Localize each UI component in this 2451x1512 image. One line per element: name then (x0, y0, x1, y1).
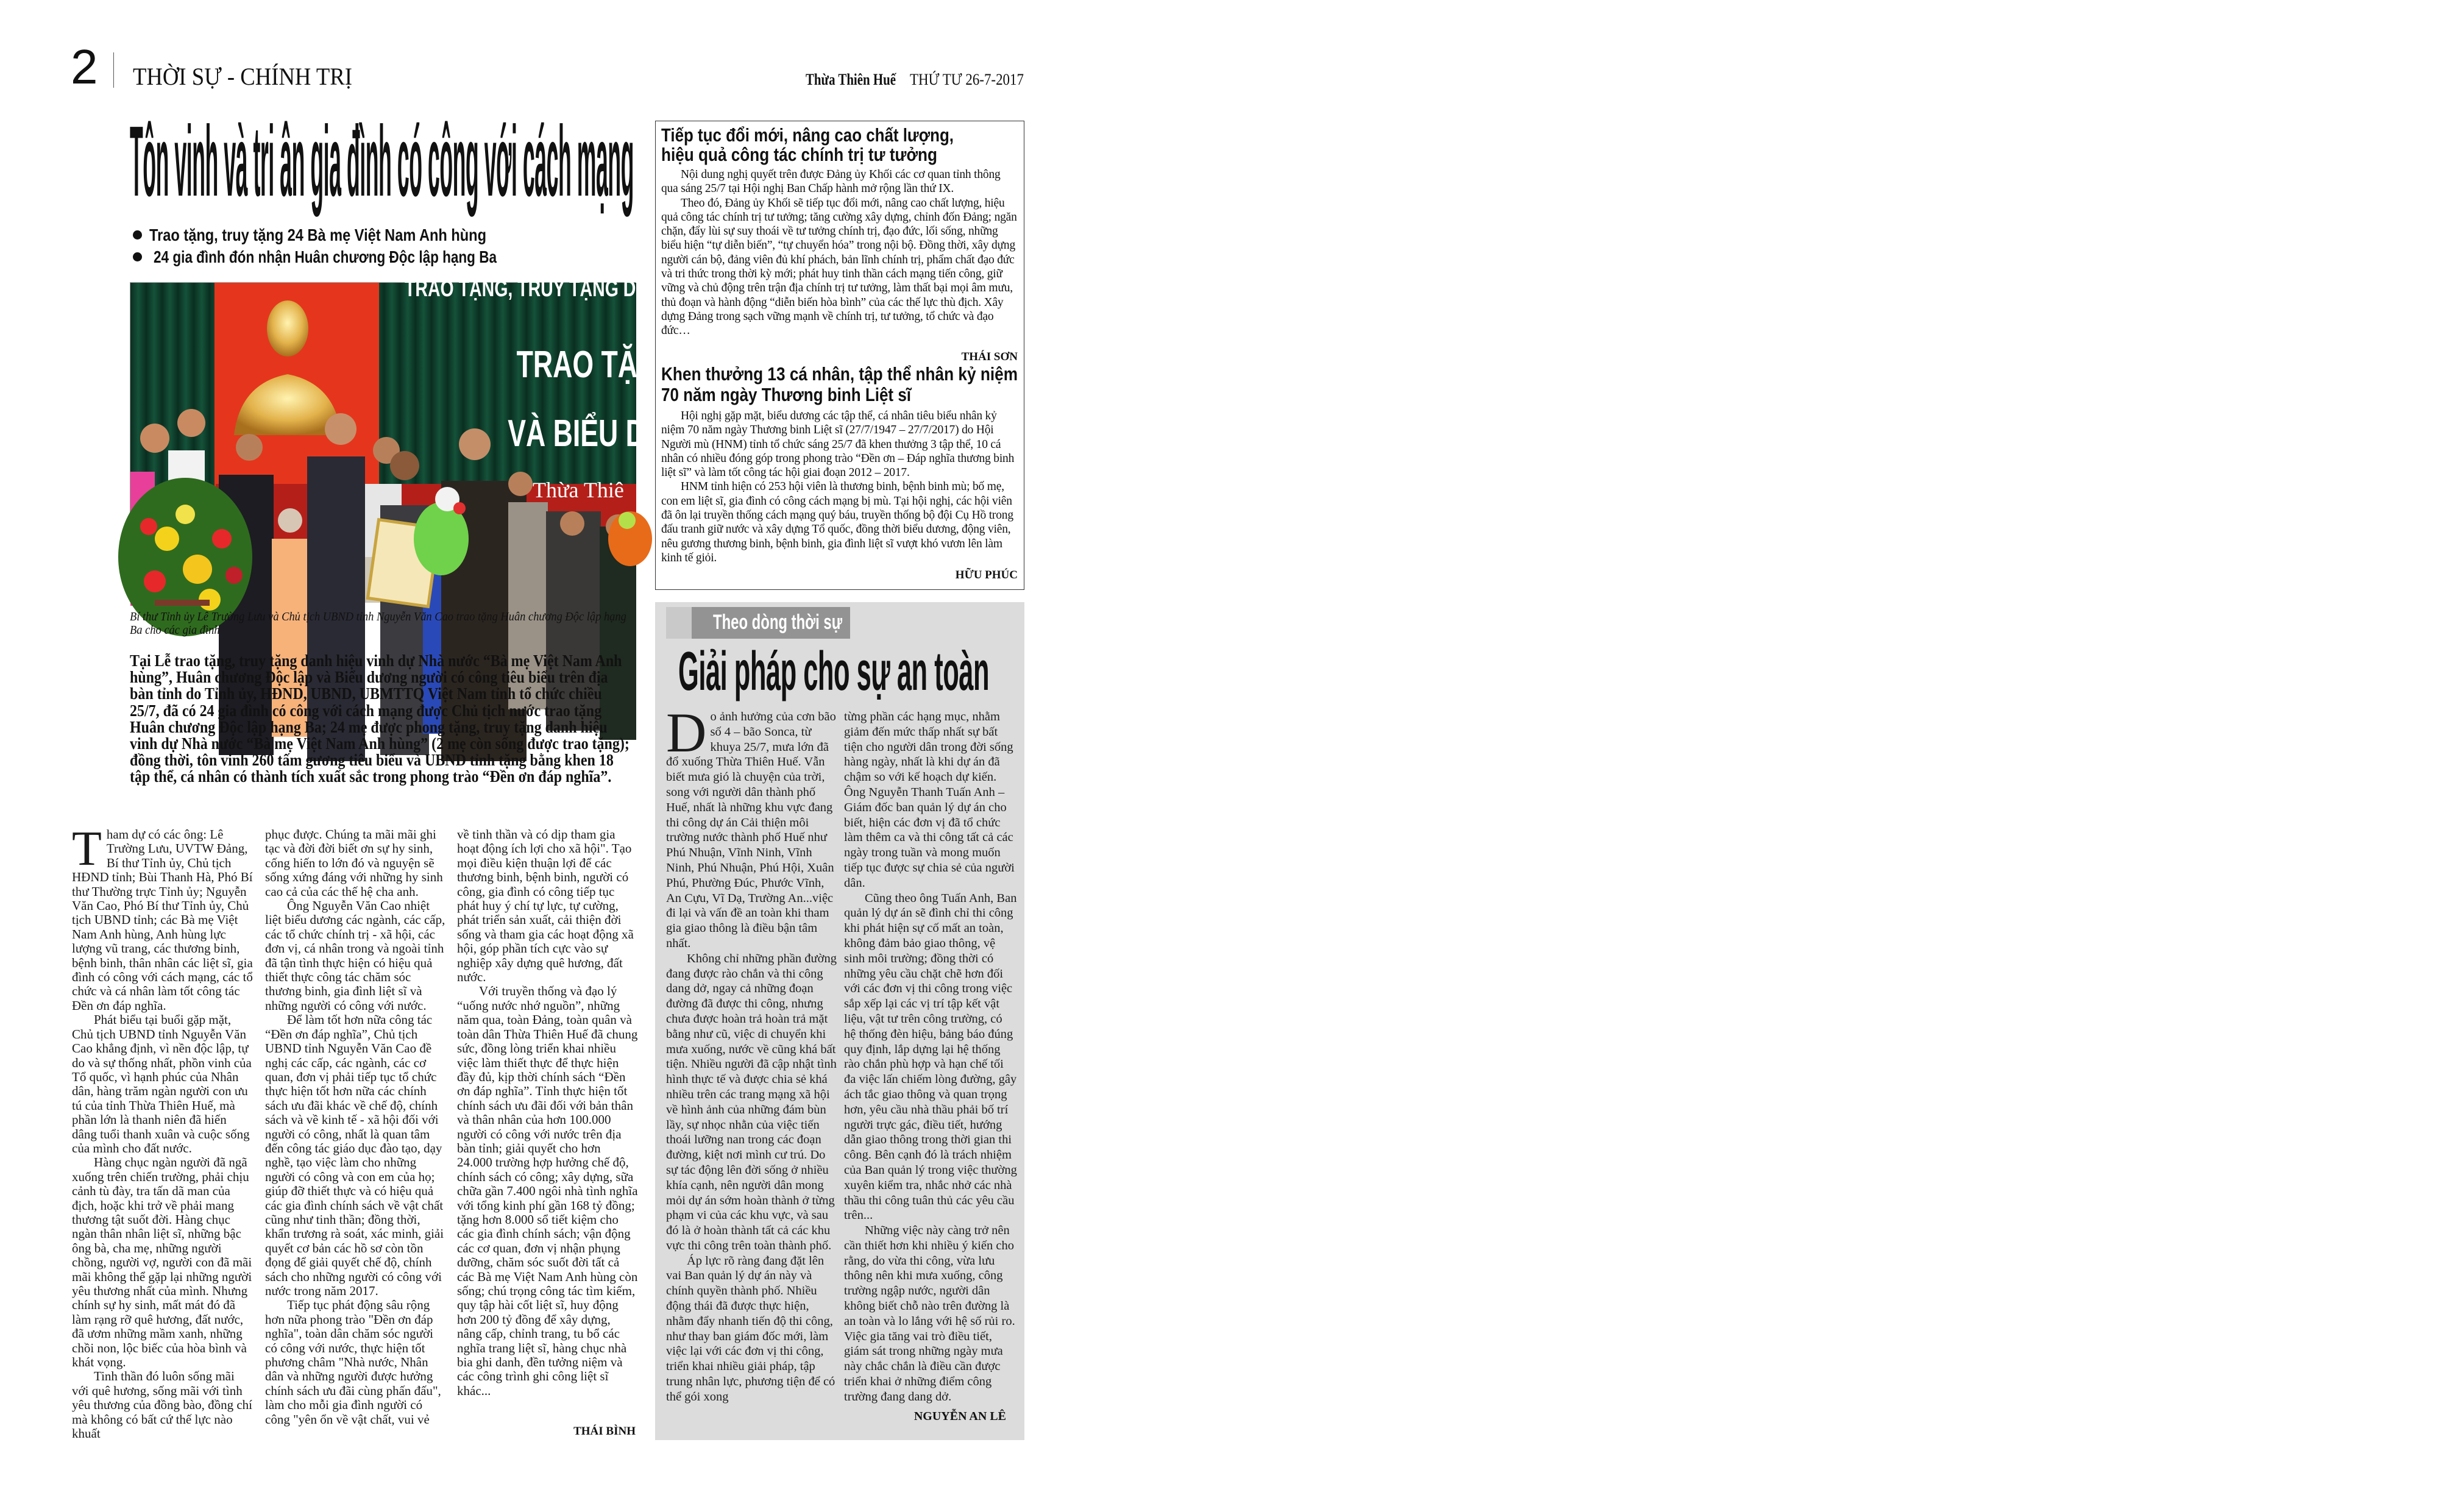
brief-1-byline: THÁI SƠN (961, 350, 1018, 363)
bust-head (267, 300, 308, 357)
bullet-dot-icon (133, 230, 142, 240)
header-divider (113, 52, 114, 88)
issue-date-text: THỨ TƯ 26-7-2017 (910, 71, 1024, 88)
drop-cap: D (666, 701, 707, 764)
brief-1-headline-2 (661, 144, 988, 165)
subhead-text: 24 gia đình đón nhận Huân chương Độc lập hạng Ba (154, 247, 497, 266)
paragraph: phục được. Chúng ta mãi mãi ghi tạc và đời đời biết ơn sự hy sinh, cống hiến to lớn đó và nguyện sẽ sống xứng đáng với những hy sinh cao cả của các thế hệ cha anh. (265, 827, 443, 899)
photo-caption: Bí thư Tỉnh ủy Lê Trường Lưu và Chủ tịch UBND tỉnh Nguyễn Văn Cao trao tặng Huân chương Độc lập hạng Ba cho các gia đình (130, 610, 626, 637)
flower-arrangement-right (608, 511, 652, 566)
commentary-column-1 (666, 701, 839, 1405)
main-article-byline: THÁI BÌNH (573, 1425, 636, 1438)
paragraph: ham dự có các ông: Lê Trường Lưu, UVTW Đảng, Bí thư Tỉnh ủy, Chủ tịch HĐND tỉnh; Bùi Thanh Hà, Phó Bí thư Thường trực Tỉnh ủy; Nguyễn Văn Cao, Phó Bí thư Tỉnh ủy, Chủ tịch UBND tỉnh; các Bà mẹ Việt Nam Anh hùng, Anh hùng lực lượng vũ trang, các thương binh, bệnh binh, thân nhân các liệt sĩ, gia đình có công với cách mạng, các tổ chức và cá nhân làm tốt công tác Đền ơn đáp nghĩa. (72, 827, 253, 1013)
paragraph: o ảnh hưởng của cơn bão số 4 – bão Sonca, từ khuya 25/7, mưa lớn đã đổ xuống Thừa Thiên Huế. Vẫn biết mưa gió là chuyện của trời, song với người dân thành phố Huế, nhất là những khu vực đang thi công dự án Cải thiện môi trường nước thành phố Huế như Phú Nhuận, Vĩnh Ninh, Vĩnh Ninh, Phú Nhuận, Phú Hội, Xuân Phú, Phường Đúc, Phước Vĩnh, An Cựu, Vĩ Dạ, Trường An...việc đi lại và vấn đề an toàn khi tham gia giao thông là điều bận tâm nhất. (666, 710, 836, 950)
brief-2-body (661, 409, 1020, 565)
commentary-headline (678, 640, 1322, 703)
drop-cap: T (72, 822, 102, 876)
brief-1-body (661, 168, 1020, 338)
commentary-byline: NGUYỄN AN LÊ (913, 1410, 1006, 1423)
banner-text: TRAO TẶNG H (516, 343, 706, 386)
subhead-text: Trao tặng, truy tặng 24 Bà mẹ Việt Nam Anh hùng (149, 225, 486, 244)
subhead-bullet-2 (154, 247, 580, 267)
paragraph: Theo đó, Đảng ủy Khối sẽ tiếp tục đổi mới, nâng cao chất lượng, hiệu quả công tác chính trị tư tưởng; tăng cường xây dựng, chỉnh đốn Đảng; ngăn chặn, đẩy lùi sự suy thoái về tư tưởng chính trị, đạo đức, lối sống, những biểu hiện “tự diễn biến”, “tự chuyển hóa” trong nội bộ. Đồng thời, xây dựng người cán bộ, đảng viên đủ khí phách, bản lĩnh chính trị, phẩm chất đạo đức và tri thức trong thời kỳ mới; phát huy tinh thần cách mạng tiến công, giữ vững và chủ động trên trận địa chính trị tư tưởng, làm thất bại mọi âm mưu, thủ đoạn và hành động “diễn biến hòa bình” của các thế lực thù địch. Xây dựng Đảng trong sạch vững mạnh về chính trị, tư tưởng, tổ chức và đạo đức… (661, 196, 1017, 338)
banner-text: Thừa Thiê (533, 478, 624, 502)
section-title (133, 63, 372, 90)
paragraph: Phát biểu tại buổi gặp mặt, Chủ tịch UBND tỉnh Nguyễn Văn Cao khẳng định, vì nền độc lập, tự do và sự thống nhất, phồn vinh của Tổ quốc, vì hạnh phúc của Nhân dân, hàng trăm ngàn người con ưu tú của tỉnh Thừa Thiên Huế, mà phần lớn là thanh niên đã hiến dâng tuổi thanh xuân và cuộc sống của mình cho đất nước. (72, 1012, 252, 1155)
paragraph: Nội dung nghị quyết trên được Đảng ủy Khối các cơ quan tỉnh thông qua sáng 25/7 tại Hội nghị Ban Chấp hành mở rộng lần thứ IX. (661, 168, 1001, 196)
paragraph: Tiếp tục phát động sâu rộng hơn nữa phong trào "Đền ơn đáp nghĩa", toàn dân chăm sóc người có công với nước, thực hiện tốt phương châm "Nhà nước, Nhân dân và những người được hưởng chính sách ưu đãi cùng phấn đấu", làm cho mỗi gia đình người có công "yên ổn về vật chất, vui vẻ (265, 1297, 441, 1427)
paragraph: Những việc này càng trở nên cần thiết hơn khi nhiều ý kiến cho rằng, do vừa thi công, vừa lưu thông nên khi mưa xuống, công trường ngập nước, người dân không biết chỗ nào trên đường là an toàn và lo lắng với hệ số rủi ro. Việc gia tăng vai trò điều tiết, giám sát trong những ngày mưa này chắc chắn là điều cần được triển khai ở những điểm công trường đang dang dở. (844, 1224, 1015, 1404)
main-article-column-2 (265, 828, 446, 1427)
paragraph: Không chỉ những phần đường đang được rào chắn và thi công dang dở, ngay cả những đoạn đường đã được thi công, nhưng chưa được hoàn trả hoàn trả mặt bằng như cũ, việc di chuyển khi mưa xuống, nước về cũng khá bất tiện. Nhiều người đã cập nhật tình hình thực tế và được chia sẻ khá nhiều trên các trang mạng xã hội về hình ảnh của những đám bùn lầy, sự nhọc nhằn của việc tiến thoái lưỡng nan trong các đoạn đường, kiệt nơi mình cư trú. Do sự tác động lên đời sống ở nhiều khía cạnh, nên người dân mong mỏi dự án sớm hoàn thành ở từng phạm vi của các khu vực, và sau đó là ở hoàn thành tất cả các khu vực thi công trên toàn thành phố. (666, 951, 837, 1252)
paragraph: Ông Nguyễn Văn Cao nhiệt liệt biểu dương các ngành, các cấp, các tổ chức chính trị - xã hội, các đơn vị, cá nhân trong và ngoài tỉnh đã tận tình thực hiện có hiệu quả thiết thực công tác chăm sóc thương binh, gia đình liệt sĩ và những người có công với nước. (265, 898, 445, 1013)
banner-text: TRAO TẶNG, TRUY TẶNG DANH (405, 276, 674, 302)
lead-paragraph: Tại Lễ trao tặng, truy tặng danh hiệu vinh dự Nhà nước “Bà mẹ Việt Nam Anh hùng”, Huân chương Độc lập và Biểu dương người có công tiêu biểu trên địa bàn tỉnh do Tỉnh ủy, HĐND, UBND, UBMTTQ Việt Nam tỉnh tổ chức chiều 25/7, đã có 24 gia đình có công với cách mạng được Chủ tịch nước trao tặng Huân chương Độc lập hạng Ba; 24 mẹ được phong tặng, truy tặng danh hiệu vinh dự Nhà nước “Bà mẹ Việt Nam Anh hùng” (2 mẹ còn sống được trao tặng); đồng thời, tôn vinh 260 tấm gương tiêu biểu và UBND tỉnh tặng bằng khen 18 tập thể, cá nhân có thành tích xuất sắc trong phong trào “Đền ơn đáp nghĩa”. (130, 651, 630, 786)
banner-text: VÀ BIỂU DƯƠNG (508, 412, 732, 455)
ceremony-photo (130, 276, 732, 602)
subhead-bullet-1 (149, 225, 550, 245)
main-headline (130, 104, 2451, 219)
rubric-strip (666, 607, 693, 639)
commentary-column-2 (844, 709, 1017, 1405)
ceremony-photo-image (130, 276, 732, 603)
paragraph: từng phần các hạng mục, nhằm giảm đến mức thấp nhất sự bất tiện cho người dân trong đời sống hàng ngày, nhất là khi dự án đã chậm so với kế hoạch dự kiến. Ông Nguyễn Thanh Tuấn Anh – Giám đốc ban quản lý dự án cho biết, hiện các đơn vị đã tổ chức làm thêm ca và thi công tất cả các ngày trong tuần và mong muốn tiếp tục được sự chia sẻ của người dân. (844, 710, 1015, 890)
section-title-text: THỜI SỰ - CHÍNH TRỊ (133, 63, 352, 90)
paragraph: Hàng chục ngàn người đã ngã xuống trên chiến trường, phải chịu cảnh tù đày, tra tấn dã man của địch, hoặc khi trở về phải mang thương tật suốt đời. Hàng chục ngàn thân nhân liệt sĩ, những bậc ông bà, cha mẹ, những người chồng, người vợ, người con đã mãi mãi không thể gặp lại những người yêu thương nhất của mình. Nhưng chính sự hy sinh, mất mát đó đã làm rạng rỡ quê hương, đất nước, đã ươm những mầm xanh, những chồi non, lộc biếc của hòa bình và khát vọng. (72, 1155, 252, 1370)
paragraph: Hội nghị gặp mặt, biểu dương các tập thể, cá nhân tiêu biểu nhân kỷ niệm 70 năm ngày Thương binh Liệt sĩ (27/7/1947 – 27/7/2017) do Hội Người mù (HNM) tỉnh tổ chức sáng 25/7 đã khen thưởng 3 tập thể, 10 cá nhân có nhiều đóng góp trong phong trào “Đền ơn – Đáp nghĩa thương binh liệt sĩ” và làm tốt công tác hội giai đoạn 2012 – 2017. (661, 410, 1015, 480)
brief-2-byline: HỮU PHÚC (955, 569, 1018, 581)
news-brief-box (655, 121, 1024, 590)
commentary-panel (655, 602, 1024, 1440)
paragraph: Tinh thần đó luôn sống mãi với quê hương, sống mãi với tình yêu thương của đồng bào, đồng chí mà không có bất cứ thế lực nào khuất (72, 1369, 253, 1441)
rubric-label (713, 610, 897, 634)
headline-line: Tiếp tục đổi mới, nâng cao chất lượng, (661, 124, 954, 146)
paragraph: HNM tỉnh hiện có 253 hội viên là thương binh, bệnh binh mù; bố mẹ, con em liệt sĩ, gia đình có công cách mạng bị mù. Tại hội nghị, các hội viên đã ôn lại truyền thống cách mạng quý báu, truyền thống bộ đội Cụ Hồ trong đấu tranh giữ nước và xây dựng Tổ quốc, đồng thời biểu dương, động viên, nêu gương thương binh, bệnh binh, gia đình liệt sĩ vượt khó vươn lên làm kinh tế giỏi. (661, 480, 1013, 564)
brief-1-headline (661, 125, 1011, 145)
brief-2-headline (661, 364, 1083, 384)
commentary-headline-text: Giải pháp cho sự an toàn (678, 641, 989, 702)
paragraph: Áp lực rõ ràng đang đặt lên vai Ban quản lý dự án này và chính quyền thành phố. Nhiều động thái đã được thực hiện, nhằm đẩy nhanh tiến độ thi công, như thay ban giám đốc mới, làm việc lại với các đơn vị thi công, triển khai nhiều giải pháp, tập trung nhân lực, phương tiện để có thể gói xong (666, 1254, 835, 1404)
brief-2-headline-2 (661, 385, 959, 405)
main-headline-text: Tôn vinh và tri ân gia đình có công với cách mạng (130, 105, 634, 217)
paragraph: về tinh thần và có dịp tham gia hoạt động ích lợi cho xã hội". Tạo mọi điều kiện thuận lợi để các thương binh, bệnh binh, người có công, gia đình có công tiếp tục phát huy ý chí tự lực, tự cường, phát triển sản xuất, cải thiện đời sống và tham gia các hoạt động xã hội, góp phần tích cực vào sự nghiệp xây dựng quê hương, đất nước. (457, 827, 634, 985)
paragraph: Cũng theo ông Tuấn Anh, Ban quản lý dự án sẽ đình chỉ thi công khi phát hiện sự cố mất an toàn, không đảm bảo giao thông, vệ sinh môi trường; đồng thời có những yêu cầu chặt chẽ hơn đối với các đơn vị thi công trong việc sắp xếp lại các vị trí tập kết vật liệu, vật tư trên công trường, có hệ thống đèn hiệu, bảng báo đúng quy định, lắp dựng lại hệ thống rào chắn phù hợp và hạn chế tối đa việc lấn chiếm lòng đường, gây ách tắc giao thông và quan trọng hơn, yêu cầu nhà thầu phải bố trí người trực gác, điều tiết, hướng dẫn giao thông trong thời gian thi công. Bên cạnh đó là trách nhiệm của Ban quản lý trong việc thường xuyên kiểm tra, nhắc nhở các nhà thầu thi công tuân thủ các yêu cầu trên... (844, 891, 1017, 1223)
headline-line: hiệu quả công tác chính trị tư tưởng (661, 144, 937, 165)
headline-line: Khen thưởng 13 cá nhân, tập thể nhân kỷ niệm (661, 363, 1018, 385)
paragraph: Với truyền thống và đạo lý “uống nước nhớ nguồn”, những năm qua, toàn Đảng, toàn quân và toàn dân Thừa Thiên Huế đã chung sức, đồng lòng triển khai nhiều việc làm thiết thực để thực hiện đầy đủ, kịp thời chính sách “Đền ơn đáp nghĩa”. Tỉnh thực hiện tốt chính sách ưu đãi đối với bản thân và thân nhân của hơn 100.000 người có công với nước trên địa bàn tỉnh; giải quyết cho hơn 24.000 trường hợp hưởng chế độ, chính sách có công; xây dựng, sữa chữa gần 7.400 ngôi nhà tình nghĩa với tổng kinh phí gần 168 tỷ đồng; tặng hơn 8.000 sổ tiết kiệm cho các gia đình chính sách; vận động các cơ quan, đơn vị nhận phụng dưỡng, chăm sóc suốt đời tất cả các Bà mẹ Việt Nam Anh hùng còn sống; chú trọng công tác tìm kiếm, quy tập hài cốt liệt sĩ, huy động hơn 200 tỷ đồng để xây dựng, nâng cấp, chỉnh trang, tu bổ các nghĩa trang liệt sĩ, hàng chục nhà bia ghi danh, đền tưởng niệm và các công trình ghi công liệt sĩ khác... (457, 984, 638, 1398)
masthead-text: Thừa Thiên Huế (806, 71, 896, 88)
bullet-dot-icon (133, 252, 142, 261)
headline-line: 70 năm ngày Thương binh Liệt sĩ (661, 384, 911, 405)
issue-date (910, 71, 1039, 89)
main-article-column-1 (72, 822, 253, 1441)
paragraph: Để làm tốt hơn nữa công tác “Đền ơn đáp nghĩa”, Chủ tịch UBND tỉnh Nguyễn Văn Cao đề nghị các cấp, các ngành, các cơ quan, đơn vị phải tiếp tục tổ chức thực hiện tốt hơn nữa các chính sách ưu đãi khác về chế độ, chính sách và về kinh tế - xã hội đối với người có công, nhất là quan tâm đến công tác giáo dục đào tạo, dạy nghề, tạo việc làm cho những người có công và con em của họ; giúp đỡ thiết thực và có hiệu quả các gia đình chính sách về vật chất cũng như tinh thần; đồng thời, khẩn trương rà soát, xác minh, giải quyết cơ bản các hồ sơ còn tồn đọng để giải quyết chế độ, chính sách cho những người có công với nước trong năm 2017. (265, 1012, 444, 1298)
page-number: 2 (71, 40, 98, 94)
rubric-text: Theo dòng thời sự (713, 611, 842, 634)
main-article-column-3 (457, 828, 638, 1398)
masthead (806, 71, 918, 89)
